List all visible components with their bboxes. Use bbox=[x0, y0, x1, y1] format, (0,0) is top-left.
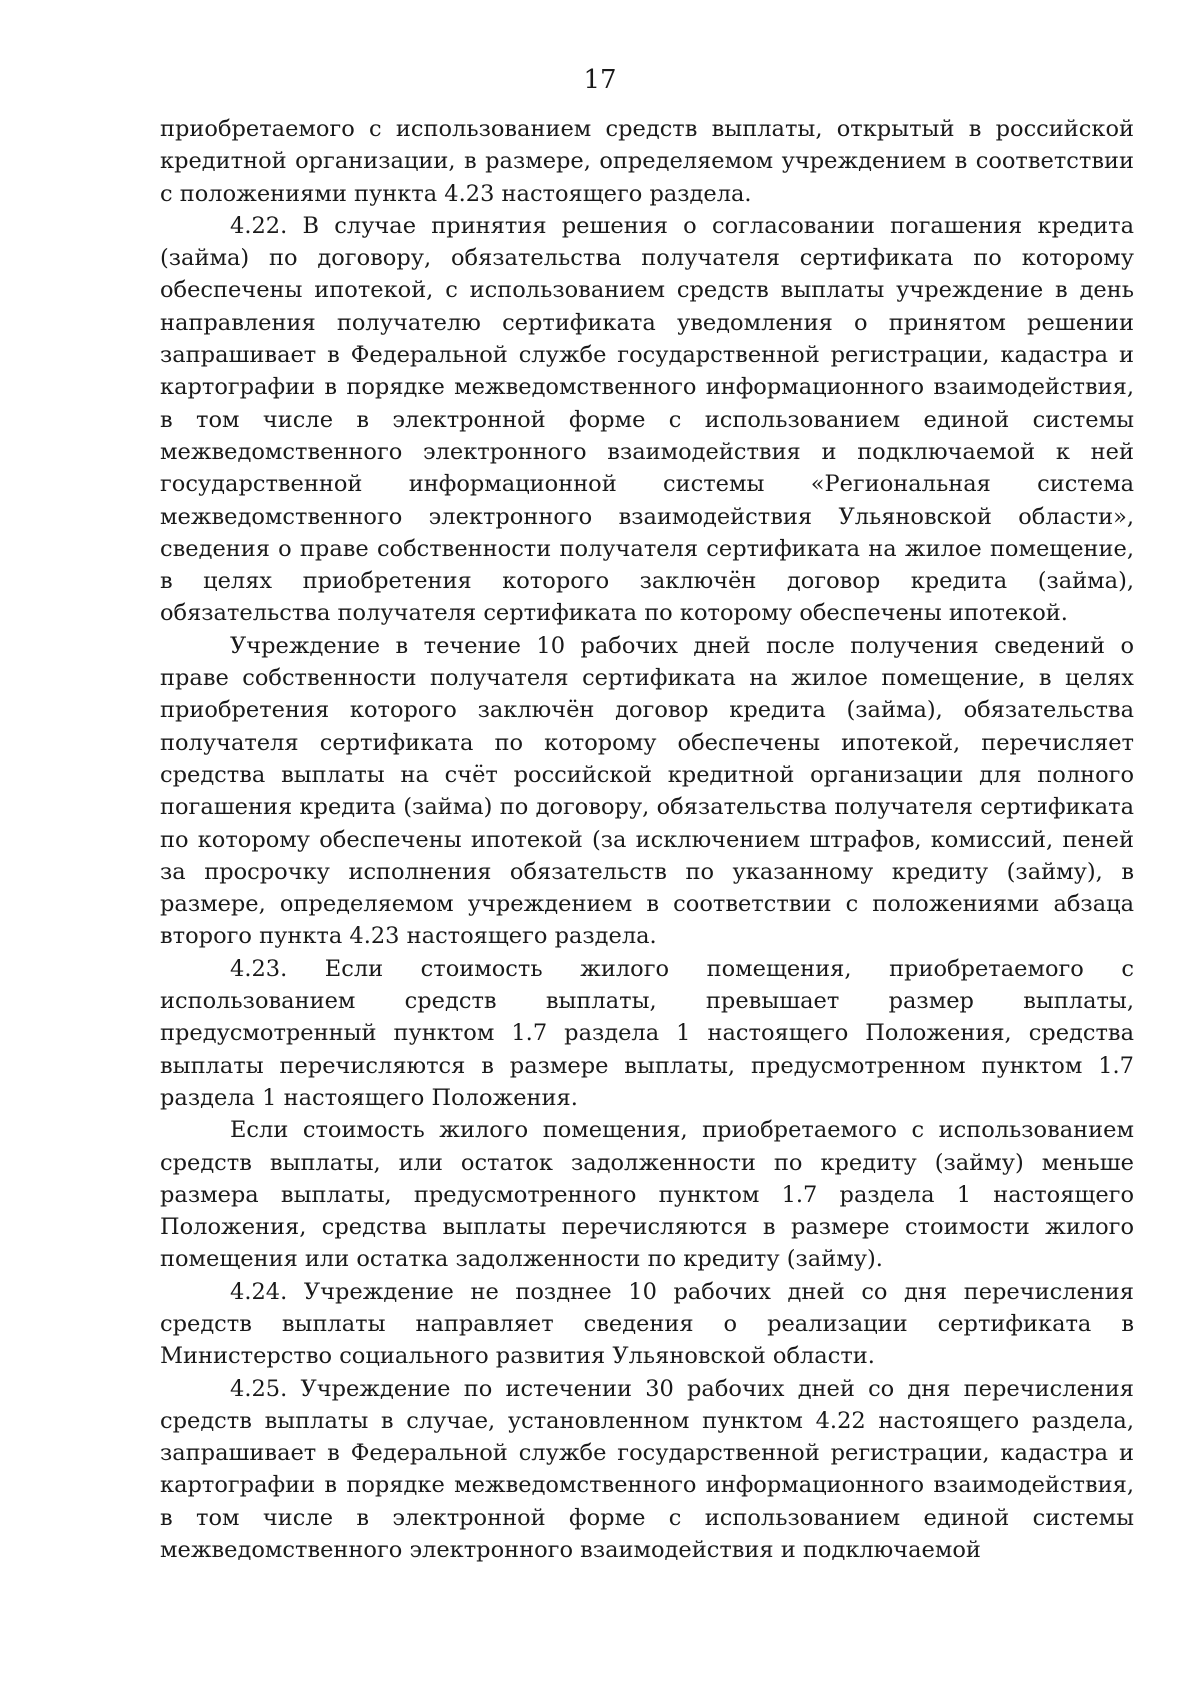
paragraph-4-23-part-2: Если стоимость жилого помещения, приобретаемого с использованием средств выплаты, или остаток задолженности по кредиту (займу) меньше размера выплаты, предусмотренного пунктом 1.7 раздела 1 настоящего Положения, средства выплаты перечисляются в размере стоимости жилого помещения или остатка задолженности по кредиту (займу). bbox=[160, 1117, 1134, 1273]
document-body bbox=[160, 113, 1134, 1566]
paragraph-4-22-part-2: Учреждение в течение 10 рабочих дней после получения сведений о праве собственности получателя сертификата на жилое помещение, в целях приобретения которого заключён договор кредита (займа), обязательства получателя сертификата по которому обеспечены ипотекой, перечисляет средства выплаты на счёт российской кредитной организации для полного погашения кредита (займа) по договору, обязательства получателя сертификата по которому обеспечены ипотекой (за исключением штрафов, комиссий, пеней за просрочку исполнения обязательств по указанному кредиту (займу), в размере, определяемом учреждением в соответствии с положениями абзаца второго пункта 4.23 настоящего раздела. bbox=[160, 632, 1134, 950]
page-number: 17 bbox=[583, 65, 617, 95]
paragraph-4-24: 4.24. Учреждение не позднее 10 рабочих дней со дня перечисления средств выплаты направляет сведения о реализации сертификата в Министерство социального развития Ульяновской области. bbox=[160, 1278, 1134, 1370]
paragraph-4-23: 4.23. Если стоимость жилого помещения, приобретаемого с использованием средств выплаты, превышает размер выплаты, предусмотренный пунктом 1.7 раздела 1 настоящего Положения, средства выплаты перечисляются в размере выплаты, предусмотренном пунктом 1.7 раздела 1 настоящего Положения. bbox=[160, 955, 1134, 1111]
paragraph-4-22: 4.22. В случае принятия решения о согласовании погашения кредита (займа) по договору, обязательства получателя сертификата по которому обеспечены ипотекой, с использованием средств выплаты учреждение в день направления получателю сертификата уведомления о принятом решении запрашивает в Федеральной службе государственной регистрации, кадастра и картографии в порядке межведомственного информационного взаимодействия, в том числе в электронной форме с использованием единой системы межведомственного электронного взаимодействия и подключаемой к ней государственной информационной системы «Региональная система межведомственного электронного взаимодействия Ульяновской области», сведения о праве собственности получателя сертификата на жилое помещение, в целях приобретения которого заключён договор кредита (займа), обязательства получателя сертификата по которому обеспечены ипотекой. bbox=[160, 212, 1134, 627]
paragraph-4-25: 4.25. Учреждение по истечении 30 рабочих дней со дня перечисления средств выплаты в случае, установленном пунктом 4.22 настоящего раздела, запрашивает в Федеральной службе государственной регистрации, кадастра и картографии в порядке межведомственного информационного взаимодействия, в том числе в электронной форме с использованием единой системы межведомственного электронного взаимодействия и подключаемой bbox=[160, 1375, 1134, 1564]
paragraph-continuation: приобретаемого с использованием средств выплаты, открытый в российской кредитной организации, в размере, определяемом учреждением в соответствии с положениями пункта 4.23 настоящего раздела. bbox=[160, 116, 1134, 207]
